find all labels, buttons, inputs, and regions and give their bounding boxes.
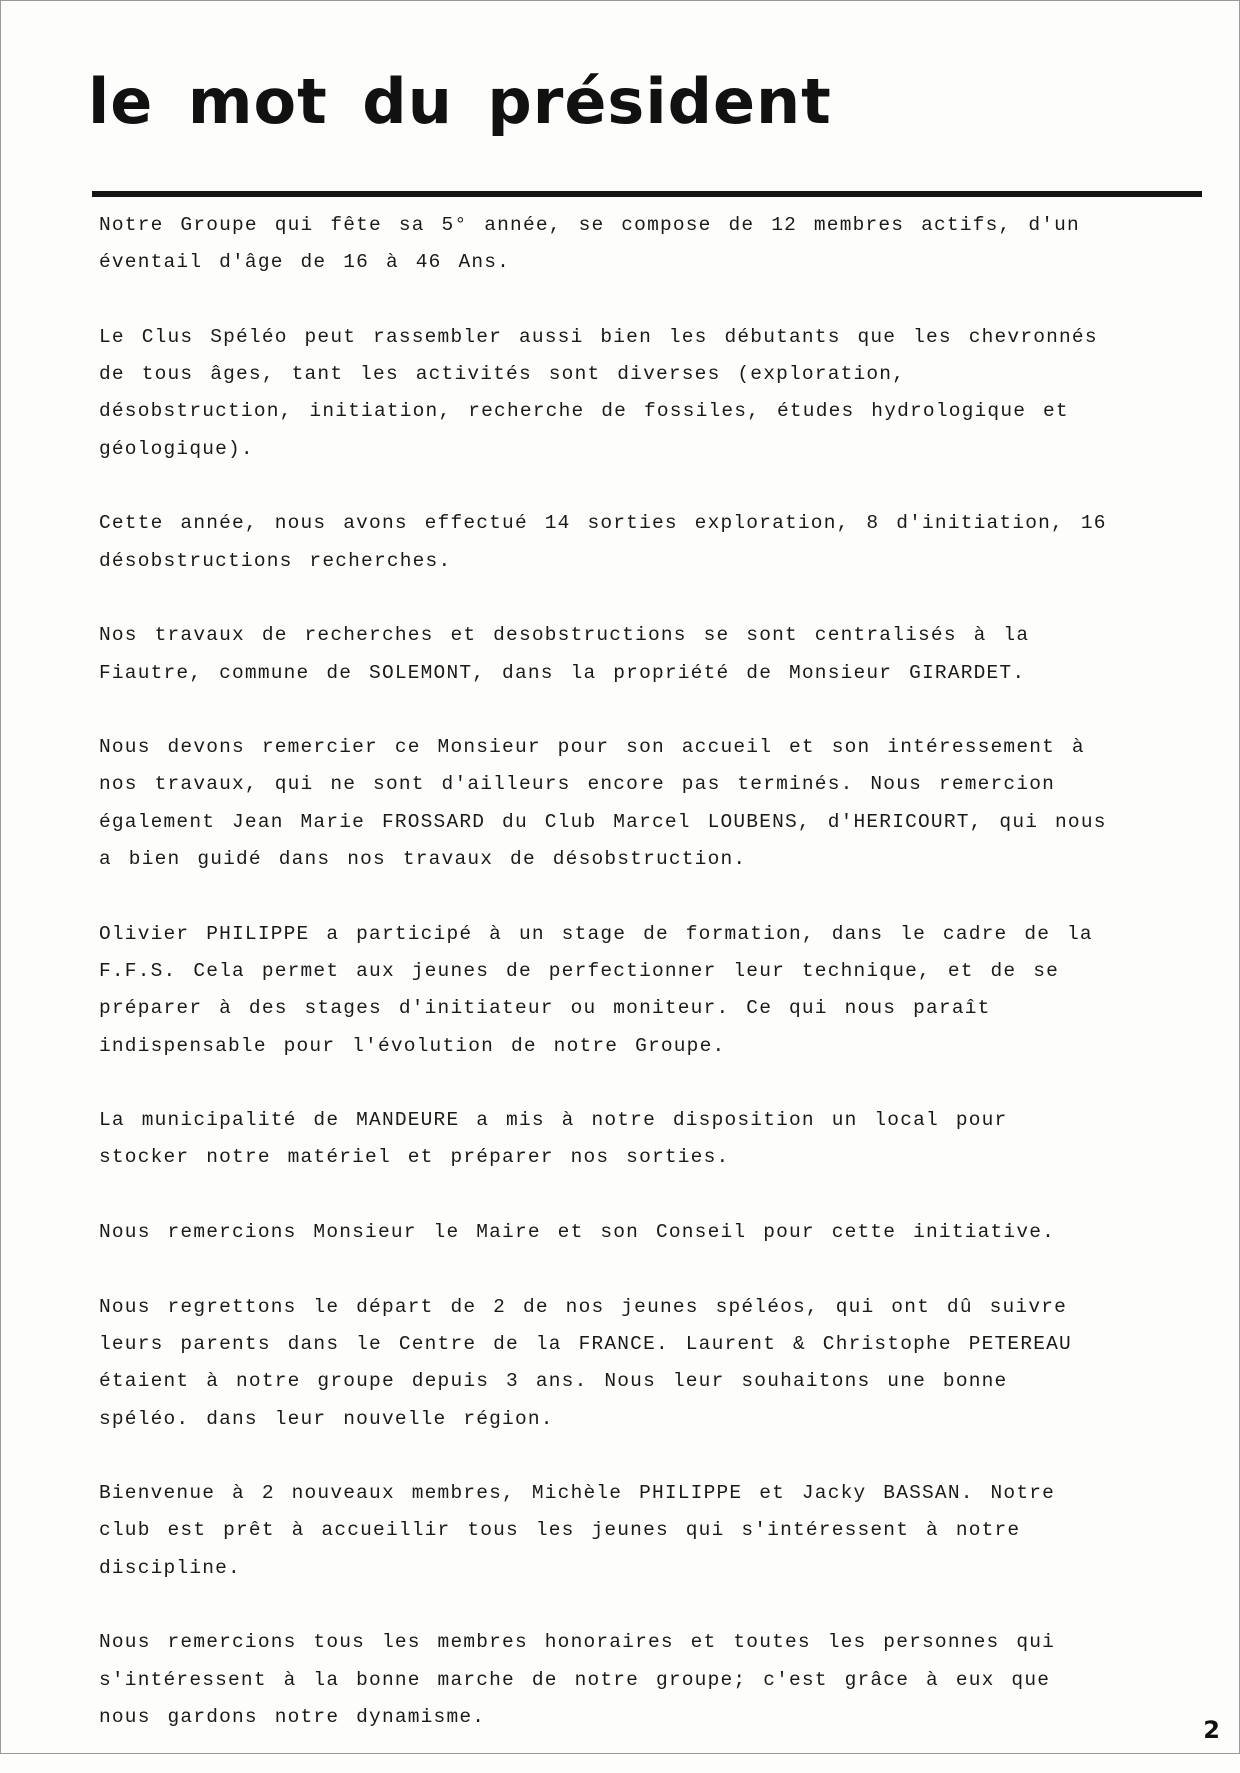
paragraph-club-activities: Le Clus Spéléo peut rassembler aussi bien les débutants que les chevronnés de tous âges, tant les activités sont diverses (exploration, désobstruction, initiation, recherche de fossiles, études hydrologique et géologique). [99,325,1098,460]
paragraph-thanks-mayor: Nous remercions Monsieur le Maire et son Conseil pour cette initiative. [99,1221,1056,1244]
paragraph-local-premises: La municipalité de MANDEURE a mis à notre disposition un local pour stocker notre matériel et préparer nos sorties. [99,1109,1008,1169]
paragraph-thanks-girardet: Nous devons remercier ce Monsieur pour son accueil et son intéressement à nos travaux, qui ne sont d'ailleurs encore pas terminés. Nous remercion également Jean Marie FROSSARD du Club Marcel LOUBENS, d'HERICOURT, qui nous a bien guidé dans nos travaux de désobstruction. [99,736,1107,871]
paragraph-group-intro: Notre Groupe qui fête sa 5° année, se compose de 12 membres actifs, d'un éventail d'âge de 16 à 46 Ans. [99,214,1080,274]
paragraph-research-site: Nos travaux de recherches et desobstructions se sont centralisés à la Fiautre, commune de SOLEMONT, dans la propriété de Monsieur GIRARDET. [99,624,1030,684]
page-title: le mot du président [88,65,832,138]
page-number: 2 [1203,1716,1220,1744]
paragraph-training-stage: Olivier PHILIPPE a participé à un stage de formation, dans le cadre de la F.F.S. Cela permet aux jeunes de perfectionner leur technique, et de se préparer à des stages d'initiateur ou moniteur. Ce qui nous paraît indispensable pour l'évolution de notre Groupe. [99,922,1093,1057]
paragraph-departures: Nous regrettons le départ de 2 de nos jeunes spéléos, qui ont dû suivre leurs parents dans le Centre de la FRANCE. Laurent & Christophe PETEREAU étaient à notre groupe depuis 3 ans. Nous leur souhaitons une bonne spéléo. dans leur nouvelle région. [99,1295,1072,1430]
paragraph-outings-count: Cette année, nous avons effectué 14 sorties exploration, 8 d'initiation, 16 désobstructions recherches. [99,512,1107,572]
title-divider [92,191,1202,197]
paragraph-closing-thanks: Nous remercions tous les membres honoraires et toutes les personnes qui s'intéressent à la bonne marche de notre groupe; c'est grâce à eux que nous gardons notre dynamisme. [99,1631,1056,1728]
paragraph-new-members: Bienvenue à 2 nouveaux membres, Michèle PHILIPPE et Jacky BASSAN. Notre club est prêt à accueillir tous les jeunes qui s'intéressent à notre discipline. [99,1482,1056,1579]
article-body [99,207,1109,1773]
